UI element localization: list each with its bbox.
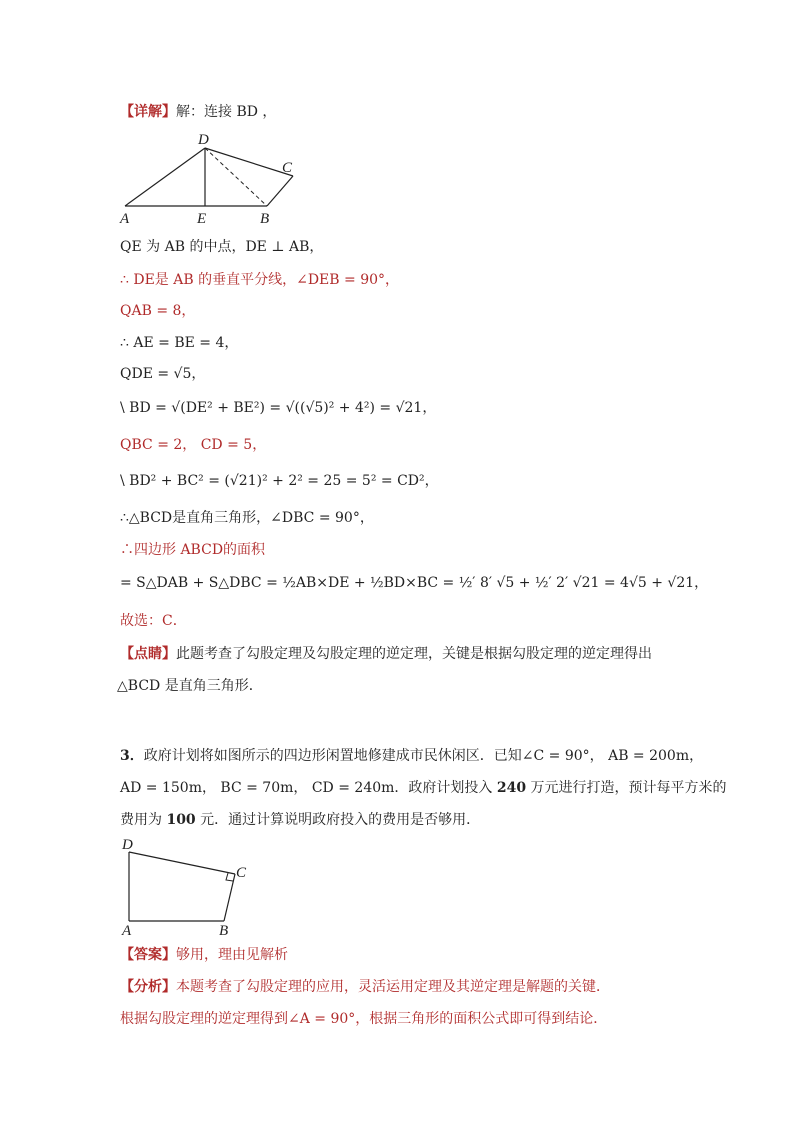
comment-text: 此题考查了勾股定理及勾股定理的逆定理，关键是根据勾股定理的逆定理得出 (176, 646, 652, 662)
analysis-tag: 【分析】 (120, 979, 176, 995)
analysis-text: 本题考查了勾股定理的应用，灵活运用定理及其逆定理是解题的关键． (176, 979, 610, 995)
solution-intro-line (120, 102, 276, 122)
comment-tag: 【点睛】 (120, 646, 176, 662)
answer-line: 故选：C． (120, 613, 187, 629)
step-line: QE 为 AB 的中点，DE ⊥ AB， (120, 239, 324, 255)
problem3-text-3a: 费用为 (120, 812, 167, 828)
label-A2: A (122, 923, 132, 939)
label-B: B (260, 211, 270, 227)
problem3-text-3c: 元．通过计算说明政府投入的费用是否够用． (195, 812, 481, 828)
analysis-continuation: 根据勾股定理的逆定理得到∠A = 90°，根据三角形的面积公式即可得到结论． (120, 1011, 608, 1027)
step-line: ∴ AE = BE = 4， (120, 335, 239, 351)
step-line: ∴△BCD是直角三角形，∠DBC = 90°， (120, 510, 374, 526)
answer-tag: 【答案】 (120, 947, 176, 963)
analysis-block (120, 977, 610, 997)
step-line: QAB = 8， (120, 303, 196, 319)
label-E: E (197, 211, 207, 227)
answer-block (120, 945, 288, 965)
label-B2: B (219, 923, 229, 939)
label-D2: D (122, 837, 133, 853)
label-A: A (120, 211, 130, 227)
budget-value: 240 (496, 780, 527, 796)
problem3-line2 (120, 778, 727, 798)
label-D: D (198, 132, 209, 148)
problem3-line1 (120, 746, 703, 766)
step-line: QBC = 2， CD = 5， (120, 437, 267, 453)
figure-quadrilateral-problem3 (115, 835, 255, 940)
problem3-text-2c: 万元进行打造，预计每平方米的 (526, 780, 727, 796)
step-line: \ BD² + BC² = (√21)² + 2² = 25 = 5² = CD²， (120, 473, 439, 489)
cost-value: 100 (166, 812, 196, 828)
problem3-line3 (120, 810, 480, 830)
problem-number: 3． (120, 748, 144, 764)
problem3-text-2a: AD = 150m， BC = 70m， CD = 240m．政府计划投入 (120, 780, 497, 796)
comment-continuation: △BCD 是直角三角形． (117, 678, 263, 694)
answer-text: 够用，理由见解析 (176, 947, 288, 963)
step-line: \ BD = √(DE² + BE²) = √((√5)² + 4²) = √21， (120, 400, 437, 416)
label-C2: C (236, 865, 247, 881)
intro-text: 解：连接 BD ， (176, 104, 277, 120)
detail-tag: 【详解】 (120, 104, 176, 120)
step-line: = S△DAB + S△DBC = ½AB×DE + ½BD×BC = ½′ 8′ √5 + ½′ 2′ √21 = 4√5 + √21， (120, 575, 709, 591)
comment-line (120, 644, 652, 664)
step-line: QDE = √5， (120, 366, 206, 382)
figure-quadrilateral-abcd (115, 128, 315, 228)
problem3-text-1: 政府计划将如图所示的四边形闲置地修建成市民休闲区．已知∠C = 90°， AB = 200m， (143, 748, 704, 764)
label-C: C (282, 160, 293, 176)
step-line: ∴四边形 ABCD的面积 (120, 542, 266, 558)
step-line: ∴ DE是 AB 的垂直平分线，∠DEB = 90°， (120, 272, 400, 288)
